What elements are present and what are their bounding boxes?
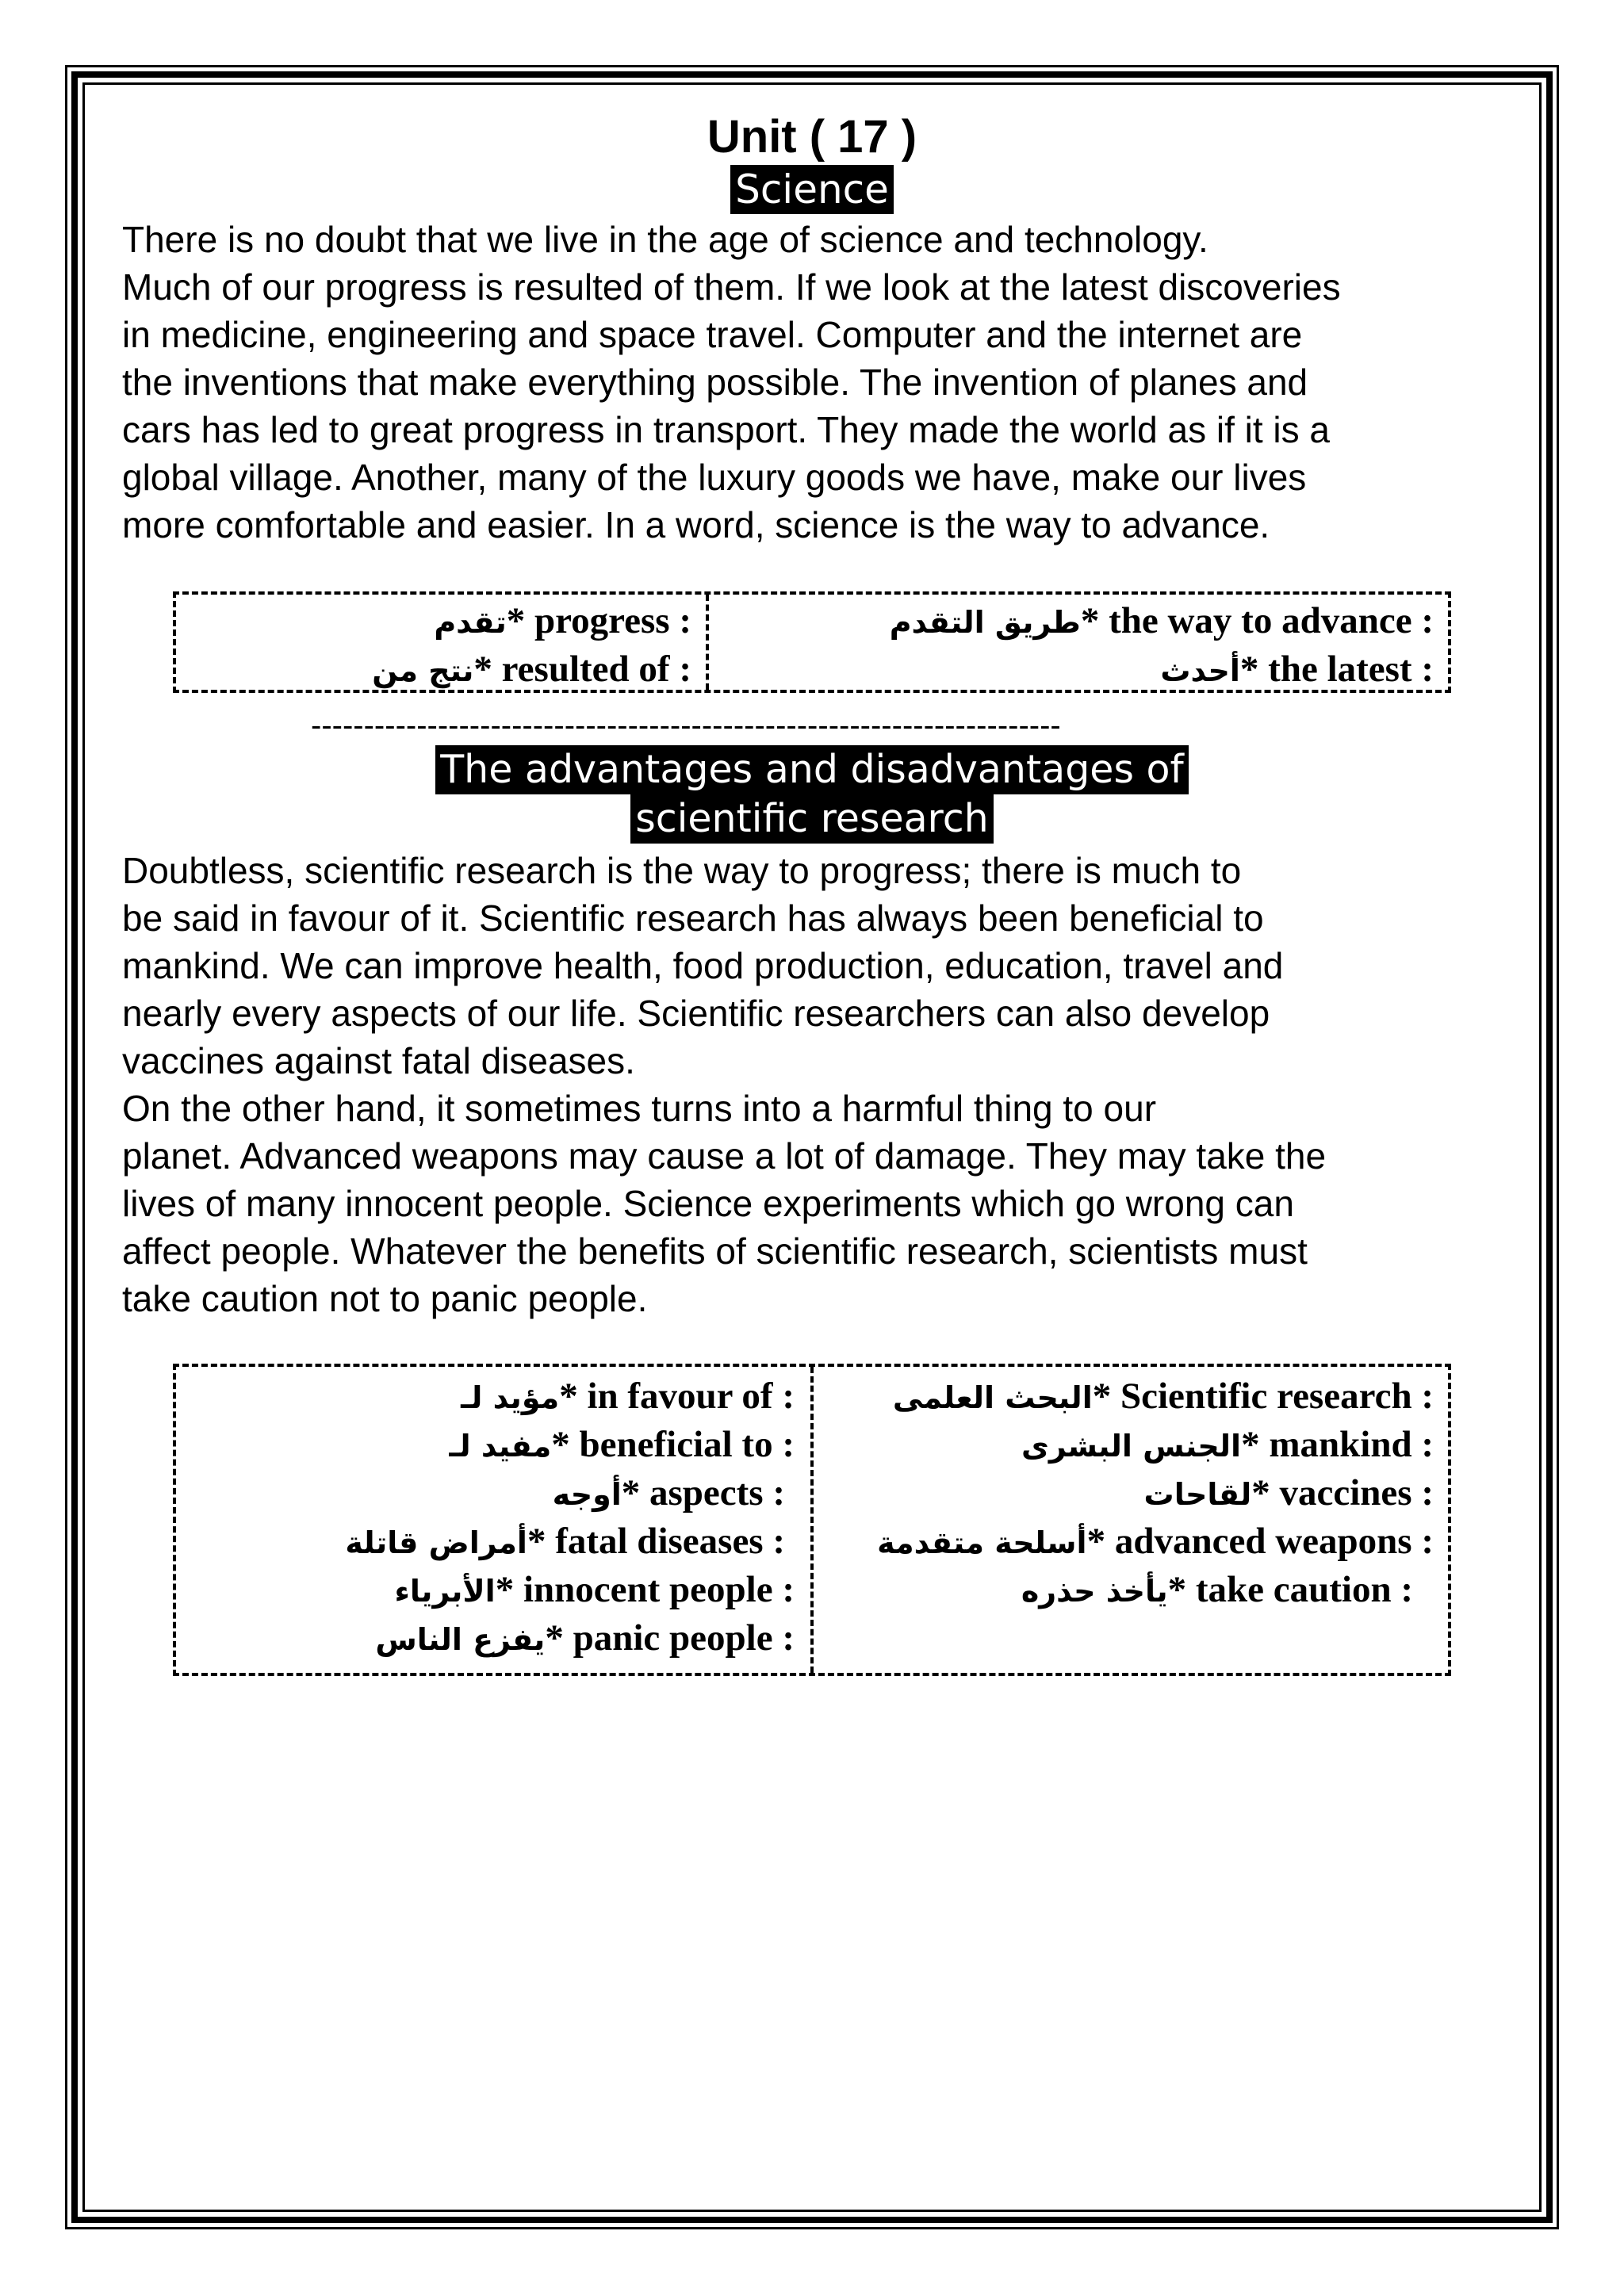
vocab-arabic: مؤيد لـ bbox=[461, 1380, 560, 1415]
vocab-entry: نتج من* resulted of : bbox=[372, 649, 691, 690]
section1-heading: Science bbox=[730, 165, 894, 214]
paragraph-line: mankind. We can improve health, food production, education, travel and bbox=[122, 945, 1284, 986]
vocab-entry: لقاحات* vaccines : bbox=[1143, 1472, 1434, 1513]
vocab-entry: تقدم* progress : bbox=[434, 600, 691, 641]
vocab-arabic: تقدم bbox=[434, 605, 507, 640]
vocab-entry: يأخذ حذره* take caution : bbox=[1021, 1569, 1413, 1610]
vocab-entry: أحدث* the latest : bbox=[1160, 649, 1434, 690]
paragraph-line: Doubtless, scientific research is the way to progress; there is much to bbox=[122, 850, 1242, 891]
vocab-box-divider bbox=[810, 1367, 814, 1673]
vocab-arabic: أحدث bbox=[1160, 653, 1240, 688]
paragraph-line: planet. Advanced weapons may cause a lot of damage. They may take the bbox=[122, 1135, 1327, 1177]
vocab-arabic: لقاحات bbox=[1143, 1477, 1252, 1512]
vocab-entry: أمراض قاتلة* fatal diseases : bbox=[345, 1521, 785, 1562]
vocab-arabic: الجنس البشرى bbox=[1021, 1429, 1242, 1464]
vocab-term: the way to advance : bbox=[1109, 600, 1434, 641]
vocab-box-1 bbox=[173, 591, 1451, 693]
vocab-term: resulted of : bbox=[501, 649, 691, 690]
paragraph-line: in medicine, engineering and space travel. Computer and the internet are bbox=[122, 314, 1303, 355]
paragraph-line: be said in favour of it. Scientific research has always been beneficial to bbox=[122, 897, 1264, 939]
vocab-entry: أسلحة متقدمة* advanced weapons : bbox=[877, 1521, 1434, 1562]
paragraph-line: Much of our progress is resulted of them. If we look at the latest discoveries bbox=[122, 266, 1341, 308]
section-separator: ----------------------------------------------------------------------- bbox=[311, 708, 1061, 743]
vocab-entry: أوجه* aspects : bbox=[552, 1472, 785, 1513]
paragraph-line: more comfortable and easier. In a word, science is the way to advance. bbox=[122, 504, 1270, 545]
vocab-column-left bbox=[176, 1373, 795, 1663]
unit-title: Unit ( 17 ) bbox=[707, 111, 917, 163]
vocab-term: in favour of : bbox=[587, 1376, 795, 1417]
vocab-arabic: أوجه bbox=[552, 1477, 622, 1512]
paragraph-line: lives of many innocent people. Science experiments which go wrong can bbox=[122, 1183, 1294, 1224]
section1-paragraph bbox=[122, 216, 1518, 549]
vocab-arabic: أسلحة متقدمة bbox=[877, 1525, 1087, 1560]
paragraph-line: global village. Another, many of the luxury goods we have, make our lives bbox=[122, 457, 1307, 498]
vocab-term: fatal diseases : bbox=[555, 1521, 785, 1562]
vocab-term: aspects : bbox=[649, 1472, 785, 1513]
vocab-box-divider bbox=[706, 595, 709, 690]
paragraph-line: vaccines against fatal diseases. bbox=[122, 1040, 635, 1081]
paragraph-line: There is no doubt that we live in the age of science and technology. bbox=[122, 219, 1208, 260]
paragraph-line: nearly every aspects of our life. Scientific researchers can also develop bbox=[122, 993, 1270, 1034]
vocab-arabic: يفزع الناس bbox=[375, 1622, 546, 1657]
section2-heading-line-2 bbox=[0, 794, 1624, 844]
paragraph-line: On the other hand, it sometimes turns into a harmful thing to our bbox=[122, 1088, 1157, 1129]
vocab-term: panic people : bbox=[573, 1617, 795, 1659]
vocab-term: advanced weapons : bbox=[1114, 1521, 1434, 1562]
vocab-box-2 bbox=[173, 1364, 1451, 1676]
vocab-term: vaccines : bbox=[1279, 1472, 1434, 1513]
section2-paragraph bbox=[122, 847, 1518, 1322]
vocab-entry: طريق التقدم* the way to advance : bbox=[889, 600, 1434, 641]
section2-heading: The advantages and disadvantages of bbox=[435, 745, 1189, 794]
paragraph-line: take caution not to panic people. bbox=[122, 1278, 648, 1319]
vocab-term: beneficial to : bbox=[579, 1424, 795, 1465]
vocab-arabic: البحث العلمى bbox=[892, 1380, 1093, 1415]
vocab-arabic: نتج من bbox=[372, 653, 474, 688]
vocab-term: Scientific research : bbox=[1120, 1376, 1434, 1417]
paragraph-line: affect people. Whatever the benefits of scientific research, scientists must bbox=[122, 1230, 1308, 1272]
vocab-arabic: أمراض قاتلة bbox=[345, 1525, 527, 1560]
vocab-term: take caution : bbox=[1195, 1569, 1413, 1610]
vocab-entry: مؤيد لـ* in favour of : bbox=[461, 1376, 795, 1417]
vocab-entry: الأبرياء* innocent people : bbox=[394, 1569, 795, 1610]
vocab-column-right bbox=[826, 1373, 1434, 1615]
paragraph-line: cars has led to great progress in transport. They made the world as if it is a bbox=[122, 409, 1330, 450]
vocab-arabic: الأبرياء bbox=[394, 1574, 496, 1609]
section2-heading-line-1 bbox=[0, 745, 1624, 794]
vocab-entry: البحث العلمى* Scientific research : bbox=[892, 1376, 1434, 1417]
vocab-arabic: طريق التقدم bbox=[889, 605, 1081, 640]
vocab-term: mankind : bbox=[1269, 1424, 1434, 1465]
section1-heading-line bbox=[0, 165, 1624, 214]
vocab-arabic: يأخذ حذره bbox=[1021, 1574, 1168, 1609]
vocab-entry: مفيد لـ* beneficial to : bbox=[449, 1424, 795, 1465]
vocab-term: the latest : bbox=[1268, 649, 1434, 690]
vocab-term: innocent people : bbox=[523, 1569, 795, 1610]
vocab-entry: الجنس البشرى* mankind : bbox=[1021, 1424, 1434, 1465]
vocab-column-left bbox=[176, 598, 691, 695]
vocab-term: progress : bbox=[534, 600, 691, 641]
paragraph-line: the inventions that make everything possible. The invention of planes and bbox=[122, 362, 1308, 403]
vocab-column-right bbox=[720, 598, 1434, 695]
vocab-arabic: مفيد لـ bbox=[449, 1429, 552, 1464]
section2-heading: scientific research bbox=[630, 794, 993, 844]
vocab-entry: يفزع الناس* panic people : bbox=[375, 1617, 795, 1659]
